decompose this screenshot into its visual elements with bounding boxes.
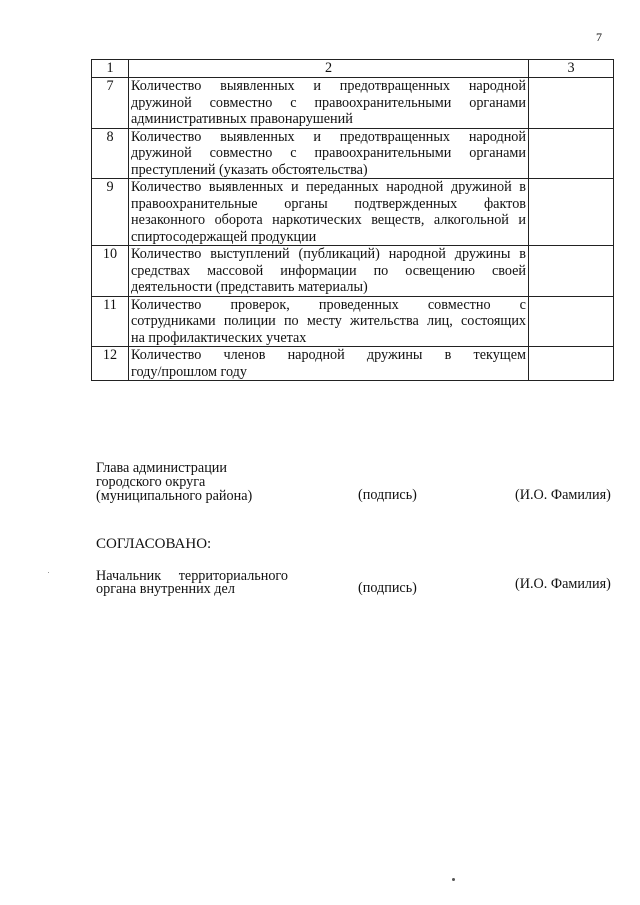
chief-title-line-2: органа внутренних дел <box>96 581 235 597</box>
description-line: Количество выявленных и предотвращенных народной <box>131 78 526 94</box>
row-value <box>529 296 614 347</box>
row-description <box>129 78 529 129</box>
head-signature-placeholder: (подпись) <box>358 487 417 503</box>
description-line: правоохранительные органы подтвержденных фактов <box>131 195 526 212</box>
scan-speck <box>48 572 49 573</box>
row-number: 9 <box>92 179 129 246</box>
row-number: 11 <box>92 296 129 347</box>
head-title-line-3: (муниципального района) <box>96 488 253 504</box>
row-number: 8 <box>92 128 129 179</box>
column-header-1: 1 <box>92 60 129 78</box>
row-number: 10 <box>92 246 129 297</box>
description-line: незаконного оборота наркотических веществ, алкогольной и <box>131 212 526 228</box>
row-description <box>129 179 529 246</box>
head-name-placeholder: (И.О. Фамилия) <box>515 487 611 503</box>
description-line: административных правонарушений <box>131 111 353 127</box>
row-description <box>129 296 529 347</box>
chief-signature-placeholder: (подпись) <box>358 580 417 596</box>
table-row <box>92 246 614 297</box>
row-value <box>529 347 614 381</box>
head-title-line-2: городского округа <box>96 474 206 490</box>
description-line: Количество проверок, проведенных совместно с <box>131 296 526 313</box>
row-number: 7 <box>92 78 129 129</box>
row-description <box>129 246 529 297</box>
chief-name-placeholder: (И.О. Фамилия) <box>515 576 611 592</box>
description-line: дружиной совместно с правоохранительными органами <box>131 145 526 161</box>
head-title-line-1: Глава администрации <box>96 460 227 476</box>
description-line: деятельности (представить материалы) <box>131 279 368 295</box>
table-row <box>92 296 614 347</box>
row-description <box>129 347 529 381</box>
description-line: году/прошлом году <box>131 363 247 380</box>
description-line: Количество выступлений (публикаций) народной дружины в <box>131 246 526 262</box>
scan-dot <box>452 878 455 881</box>
column-header-2: 2 <box>129 60 529 78</box>
description-line: Количество выявленных и переданных народной дружиной в <box>131 179 526 195</box>
row-value <box>529 78 614 129</box>
table-row <box>92 179 614 246</box>
row-value <box>529 128 614 179</box>
table-header-row <box>92 60 614 78</box>
indicators-table <box>91 59 614 381</box>
table-row <box>92 78 614 129</box>
table-row <box>92 128 614 179</box>
approved-label: СОГЛАСОВАНО: <box>96 536 212 552</box>
description-line: сотрудниками полиции по месту жительства лиц, состоящих <box>131 313 526 329</box>
description-line: преступлений (указать обстоятельства) <box>131 161 368 178</box>
row-value <box>529 246 614 297</box>
page-number: 7 <box>596 30 602 44</box>
row-value <box>529 179 614 246</box>
description-line: Количество членов народной дружины в текущем <box>131 347 526 363</box>
row-description <box>129 128 529 179</box>
row-number: 12 <box>92 347 129 381</box>
description-line: на профилактических учетах <box>131 329 307 346</box>
column-header-3: 3 <box>529 60 614 78</box>
description-line: дружиной совместно с правоохранительными органами <box>131 94 526 111</box>
table-row <box>92 347 614 381</box>
description-line: средствах массовой информации по освещению своей <box>131 262 526 279</box>
description-line: Количество выявленных и предотвращенных народной <box>131 128 526 145</box>
description-line: спиртосодержащей продукции <box>131 228 317 245</box>
chief-title-line-1: Начальник территориального <box>96 568 288 584</box>
